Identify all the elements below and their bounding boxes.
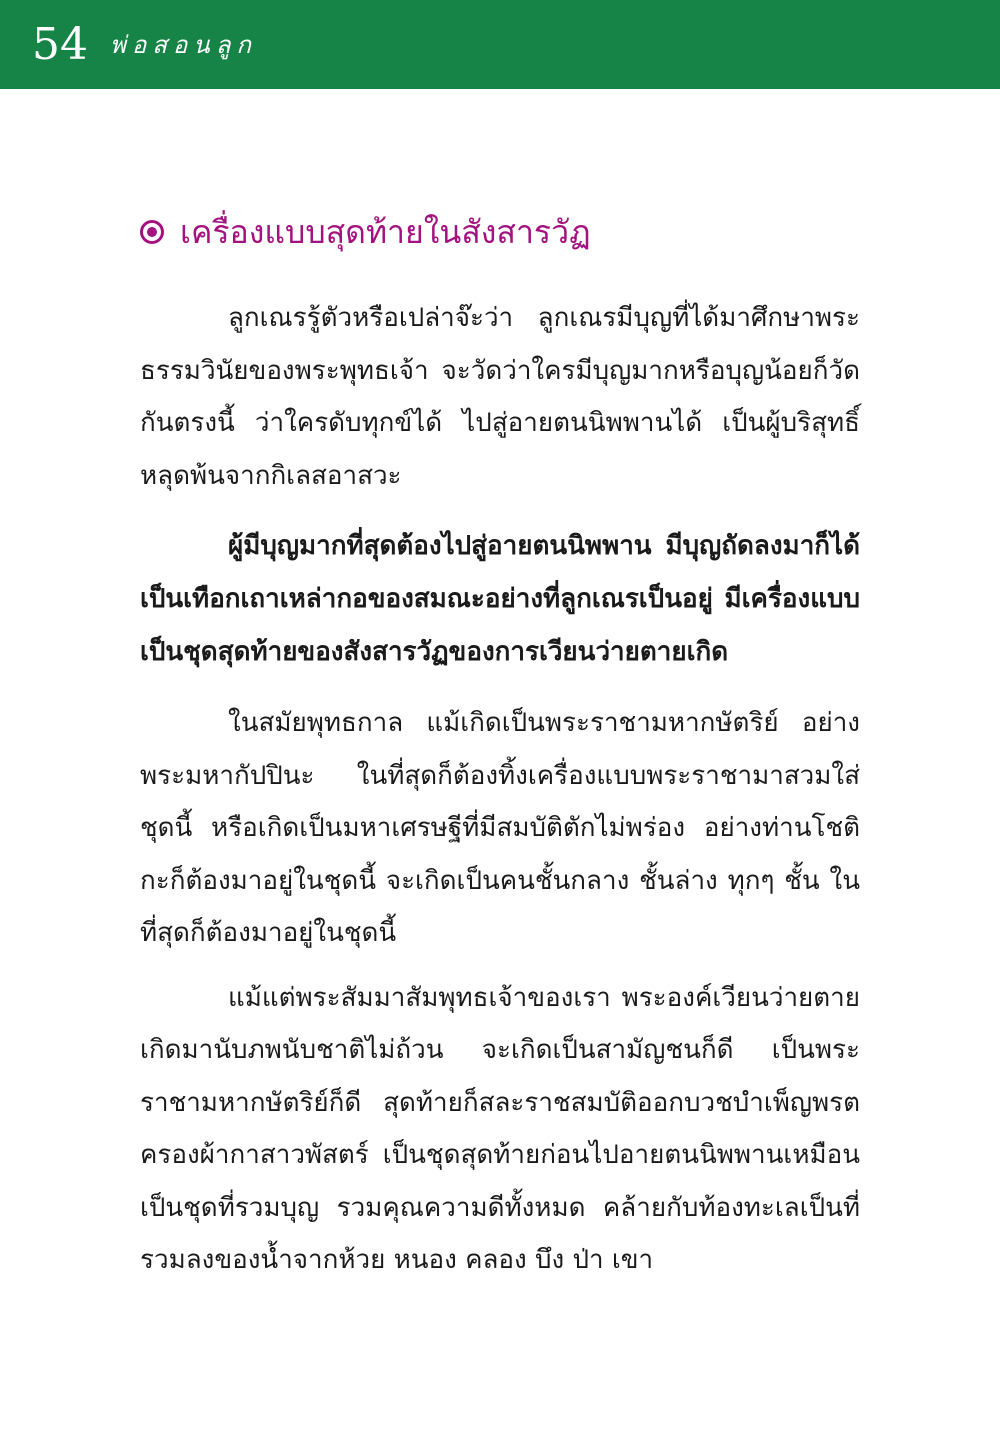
paragraph-1: ลูกเณรรู้ตัวหรือเปล่าจ๊ะว่า ลูกเณรมีบุญที่ได้มาศึกษาพระธรรมวินัยของพระพุทธเจ้า จะวัดว่าใครมีบุญมากหรือบุญน้อยก็วัดกันตรงนี้ ว่าใครดับทุกข์ได้ ไปสู่อายตนนิพพานได้ เป็นผู้บริสุทธิ์หลุดพ้นจากกิเลสอาสวะ [140, 303, 860, 491]
running-title: พ่อสอนลูก [110, 30, 257, 59]
bullet-circle-icon [140, 220, 164, 244]
paragraph-4: แม้แต่พระสัมมาสัมพุทธเจ้าของเรา พระองค์เวียนว่ายตายเกิดมานับภพนับชาติไม่ถ้วน จะเกิดเป็นสามัญชนก็ดี เป็นพระราชามหากษัตริย์ก็ดี สุดท้ายก็สละราชสมบัติออกบวชบำเพ็ญพรต ครองผ้ากาสาวพัสตร์ เป็นชุดสุดท้ายก่อนไปอายตนนิพพานเหมือนเป็นชุดที่รวมบุญ รวมคุณความดีทั้งหมด คล้ายกับท้องทะเลเป็นที่รวมลงของน้ำจากห้วย หนอง คลอง บึง ป่า เขา [140, 982, 860, 1275]
header-bar [0, 0, 1000, 89]
section-heading [140, 200, 860, 264]
page-content [140, 200, 860, 1287]
section-title: เครื่องแบบสุดท้ายในสังสารวัฏ [180, 213, 591, 251]
page-number: 54 [32, 18, 88, 70]
paragraph-3: ในสมัยพุทธกาล แม้เกิดเป็นพระราชามหากษัตริย์ อย่างพระมหากัปปินะ ในที่สุดก็ต้องทิ้งเครื่องแบบพระราชามาสวมใส่ชุดนี้ หรือเกิดเป็นมหาเศรษฐีที่มีสมบัติตักไม่พร่อง อย่างท่านโชติกะก็ต้องมาอยู่ในชุดนี้ จะเกิดเป็นคนชั้นกลาง ชั้นล่าง ทุกๆ ชั้น ในที่สุดก็ต้องมาอยู่ในชุดนี้ [140, 708, 860, 948]
paragraph-2-emphasis: ผู้มีบุญมากที่สุดต้องไปสู่อายตนนิพพาน มีบุญถัดลงมาก็ได้เป็นเทือกเถาเหล่ากอของสมณะอย่างที่ลูกเณรเป็นอยู่ มีเครื่องแบบเป็นชุดสุดท้ายของสังสารวัฏของการเวียนว่ายตายเกิด [140, 531, 860, 667]
